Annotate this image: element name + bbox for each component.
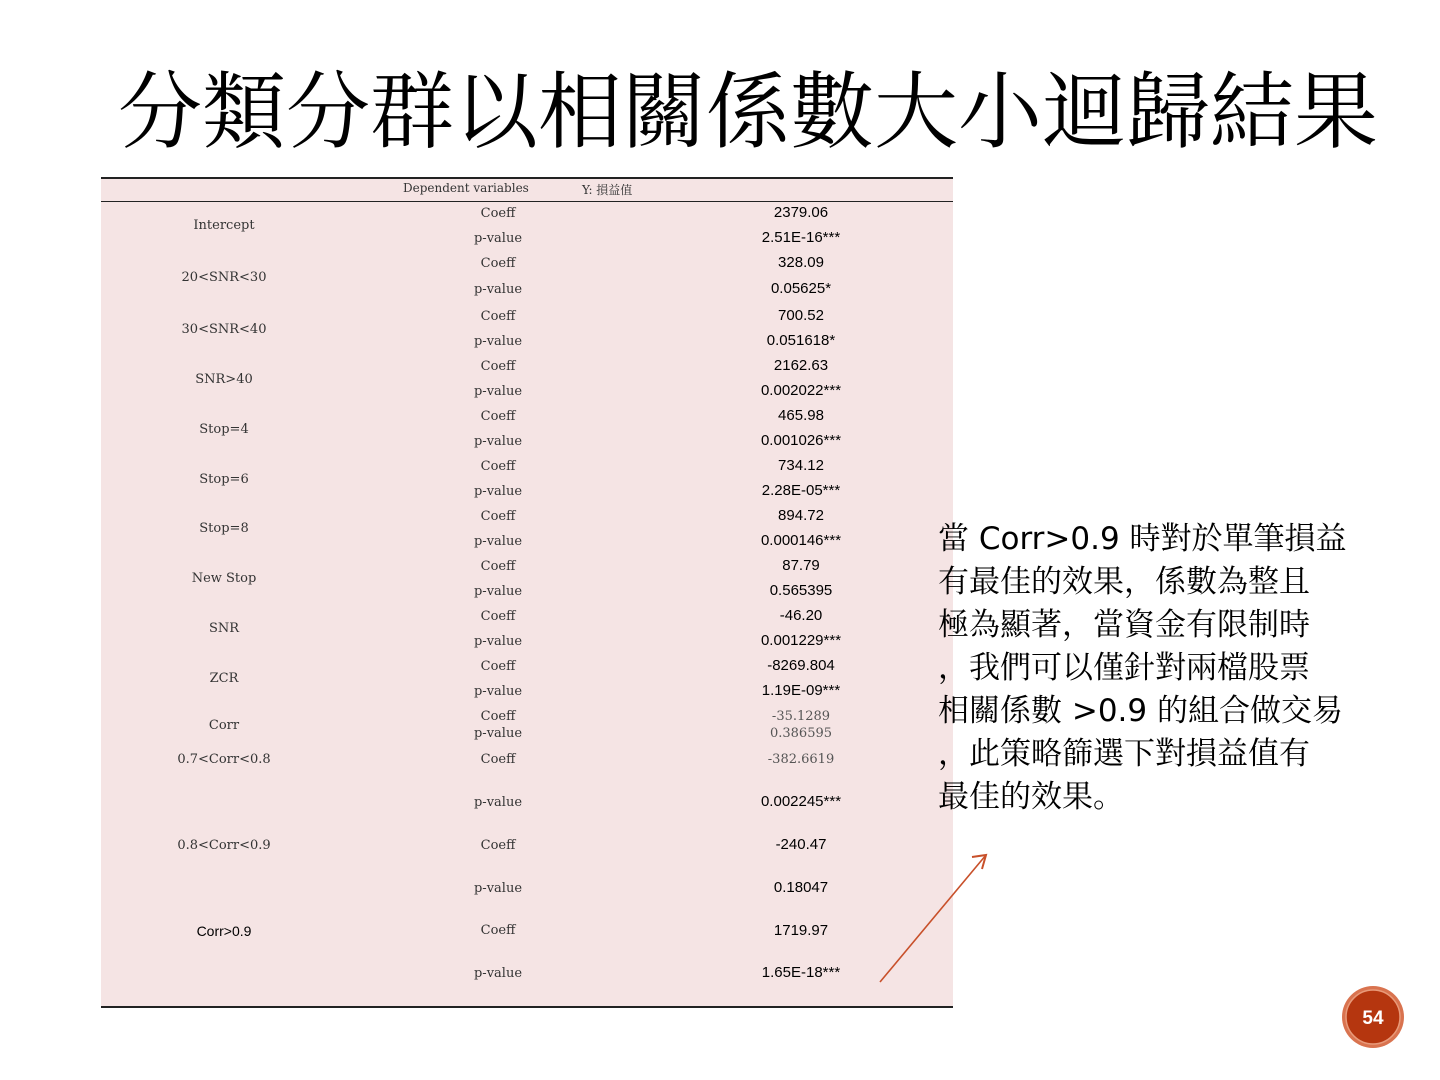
row-coeff-value: -240.47	[775, 836, 827, 853]
conclusion-line: 當 Corr>0.9 時對於單筆損益	[938, 521, 1347, 557]
row-p-label: p-value	[473, 231, 523, 246]
page-number: 54	[1362, 1008, 1384, 1029]
row-p-label: p-value	[473, 881, 523, 896]
row-var: Corr>0.9	[196, 923, 252, 939]
row-p-value: 0.051618*	[766, 332, 836, 349]
header-dependent-label: Dependent variables	[403, 181, 529, 195]
row-p-value: 2.28E-05***	[761, 482, 841, 499]
conclusion-line: 相關係數 >0.9 的組合做交易	[938, 693, 1343, 729]
conclusion-line: 極為顯著，當資金有限制時	[938, 607, 1310, 643]
row-var: Stop=6	[199, 472, 249, 487]
row-coeff-value: -382.6619	[767, 752, 835, 767]
row-coeff-value: 734.12	[778, 457, 824, 474]
row-p-label: p-value	[473, 484, 523, 499]
conclusion-line: ，此策略篩選下對損益值有	[938, 736, 1310, 772]
row-p-label: p-value	[473, 282, 523, 297]
row-var: SNR>40	[195, 372, 253, 387]
conclusion-line: ，我們可以僅針對兩檔股票	[938, 650, 1310, 686]
row-coeff-label: Coeff	[480, 459, 516, 474]
row-coeff-value: -8269.804	[767, 657, 835, 674]
row-p-value: 0.002022***	[760, 382, 842, 399]
row-coeff-label: Coeff	[480, 359, 516, 374]
row-p-label: p-value	[473, 434, 523, 449]
row-coeff-label: Coeff	[480, 309, 516, 324]
row-coeff-value: 894.72	[778, 507, 824, 524]
row-p-value: 2.51E-16***	[761, 229, 841, 246]
row-var: Stop=8	[199, 521, 249, 536]
conclusion-text	[938, 518, 1408, 819]
row-coeff-label: Coeff	[480, 409, 516, 424]
row-coeff-value: 1719.97	[773, 922, 829, 939]
row-coeff-value: 2379.06	[773, 204, 829, 221]
row-var: 0.8<Corr<0.9	[177, 838, 271, 853]
header-divider	[101, 201, 953, 202]
row-coeff-label: Coeff	[480, 206, 516, 221]
row-p-value: 0.18047	[773, 879, 829, 896]
row-p-label: p-value	[473, 726, 523, 741]
pointer-arrow-icon	[870, 845, 1000, 990]
row-coeff-value: -46.20	[779, 607, 823, 624]
row-coeff-value: 2162.63	[773, 357, 829, 374]
row-p-value: 0.001026***	[760, 432, 842, 449]
row-p-label: p-value	[473, 795, 523, 810]
row-var: 20<SNR<30	[181, 270, 267, 285]
page-number-badge	[1340, 984, 1406, 1050]
row-coeff-value: 700.52	[778, 307, 824, 324]
row-coeff-value: 328.09	[778, 254, 824, 271]
row-var: New Stop	[191, 571, 257, 586]
row-p-label: p-value	[473, 634, 523, 649]
row-coeff-label: Coeff	[480, 256, 516, 271]
row-p-label: p-value	[473, 384, 523, 399]
row-var: SNR	[208, 621, 240, 636]
header-y-label: Y: 損益值	[582, 183, 633, 197]
row-p-value: 0.386595	[769, 726, 833, 741]
conclusion-line: 最佳的效果。	[938, 779, 1124, 815]
row-coeff-label: Coeff	[480, 838, 516, 853]
row-var: 30<SNR<40	[181, 322, 267, 337]
row-coeff-label: Coeff	[480, 509, 516, 524]
conclusion-line: 有最佳的效果，係數為整且	[938, 564, 1310, 600]
row-p-label: p-value	[473, 534, 523, 549]
row-p-value: 0.000146***	[760, 532, 842, 549]
regression-table	[101, 177, 953, 1008]
row-var: Corr	[208, 718, 240, 733]
row-p-label: p-value	[473, 334, 523, 349]
row-coeff-value: 465.98	[778, 407, 824, 424]
row-p-value: 0.05625*	[770, 280, 832, 297]
row-coeff-label: Coeff	[480, 609, 516, 624]
row-var: Stop=4	[199, 422, 249, 437]
row-coeff-label: Coeff	[480, 559, 516, 574]
row-var: ZCR	[209, 671, 239, 686]
row-var: Intercept	[193, 218, 255, 233]
row-coeff-label: Coeff	[480, 659, 516, 674]
row-coeff-label: Coeff	[480, 709, 516, 724]
row-p-value: 0.565395	[769, 582, 833, 599]
row-coeff-value: 87.79	[782, 557, 820, 574]
row-coeff-value: -35.1289	[771, 709, 831, 724]
row-coeff-label: Coeff	[480, 923, 516, 938]
row-p-label: p-value	[473, 584, 523, 599]
row-p-value: 1.65E-18***	[761, 964, 841, 981]
row-p-value: 0.001229***	[760, 632, 842, 649]
row-p-value: 1.19E-09***	[761, 682, 841, 699]
row-p-label: p-value	[473, 684, 523, 699]
slide-title: 分類分群以相關係數大小迴歸結果	[118, 63, 1379, 161]
row-p-label: p-value	[473, 966, 523, 981]
row-var: 0.7<Corr<0.8	[177, 752, 271, 767]
row-p-value: 0.002245***	[760, 793, 842, 810]
row-coeff-label: Coeff	[480, 752, 516, 767]
